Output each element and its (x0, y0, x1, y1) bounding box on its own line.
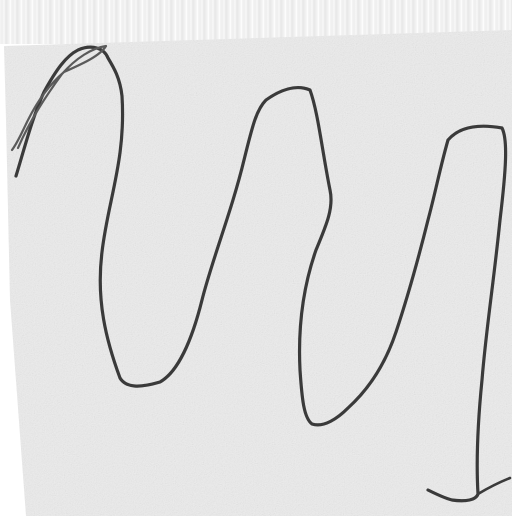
pencil-stroke-main (16, 47, 506, 501)
pencil-stroke-bottom-tail (478, 478, 510, 494)
pencil-stroke-retrace (12, 46, 106, 150)
